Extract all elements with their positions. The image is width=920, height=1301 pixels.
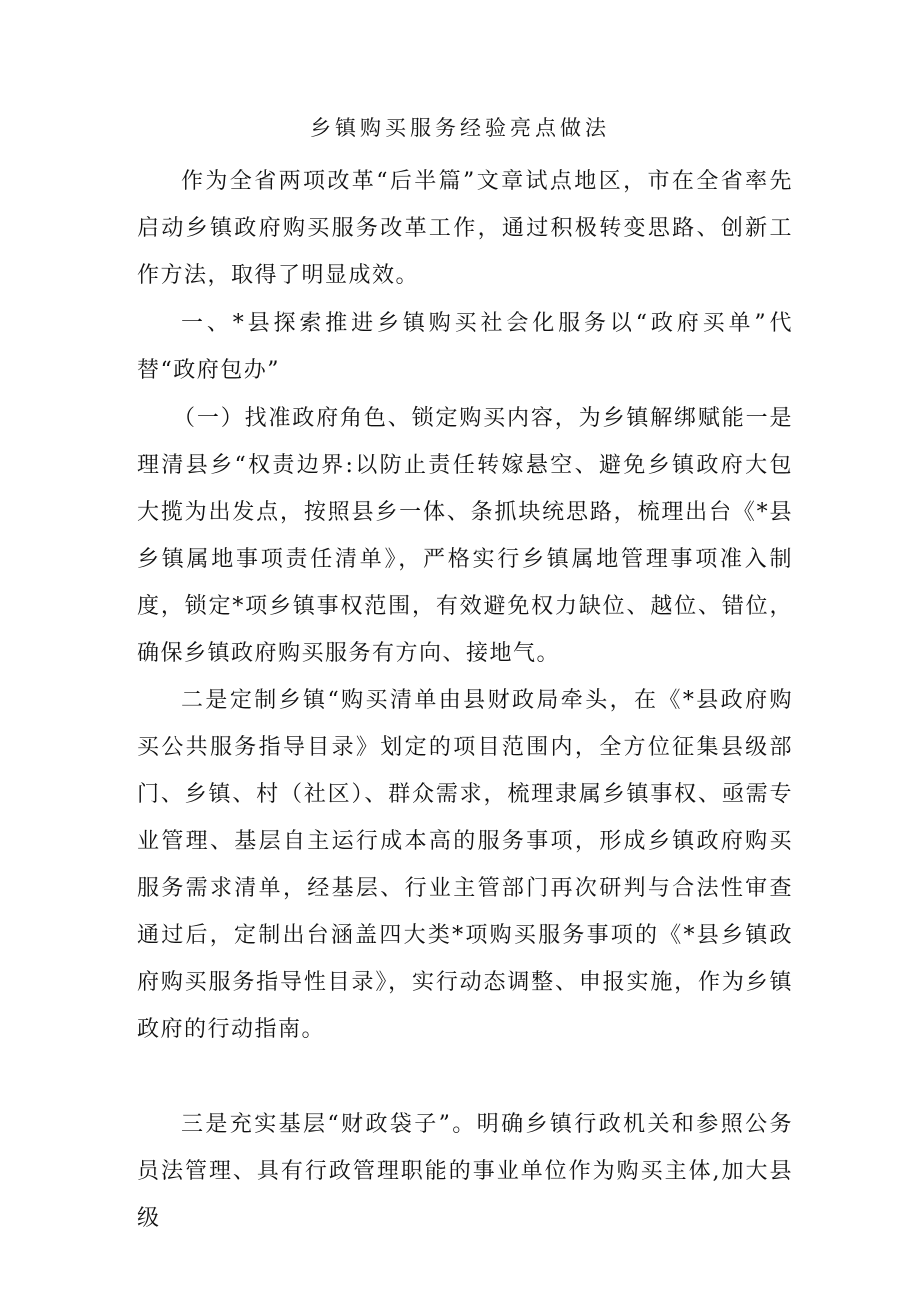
- paragraph-point-three: 三是充实基层“财政袋子”。明确乡镇行政机关和参照公务员法管理、具有行政管理职能的事业单位作为购买主体,加大县级: [137, 1112, 793, 1231]
- paragraph-intro: 作为全省两项改革“后半篇”文章试点地区，市在全省率先启动乡镇政府购买服务改革工作，通过积极转变思路、创新工作方法，取得了明显成效。: [137, 169, 793, 288]
- document-title: 乡镇购买服务经验亮点做法: [310, 116, 610, 140]
- paragraph-subsection-one: （一）找准政府角色、锁定购买内容，为乡镇解绑赋能一是理清县乡“权责边界:以防止责任转嫁悬空、避免乡镇政府大包大揽为出发点，按照县乡一体、条抓块统思路，梳理出台《*县乡镇属地事项责任清单》，严格实行乡镇属地管理事项准入制度，锁定*项乡镇事权范围，有效避免权力缺位、越位、错位，确保乡镇政府购买服务有方向、接地气。: [137, 406, 793, 666]
- section-heading: 一、*县探索推进乡镇购买社会化服务以“政府买单”代替“政府包办”: [137, 311, 793, 383]
- paragraph-point-two: 二是定制乡镇“购买清单由县财政局牵头，在《*县政府购买公共服务指导目录》划定的项目范围内，全方位征集县级部门、乡镇、村（社区）、群众需求，梳理隶属乡镇事权、亟需专业管理、基层自主运行成本高的服务事项，形成乡镇政府购买服务需求清单，经基层、行业主管部门再次研判与合法性审查通过后，定制出台涵盖四大类*项购买服务事项的《*县乡镇政府购买服务指导性目录》，实行动态调整、申报实施，作为乡镇政府的行动指南。: [137, 688, 793, 1042]
